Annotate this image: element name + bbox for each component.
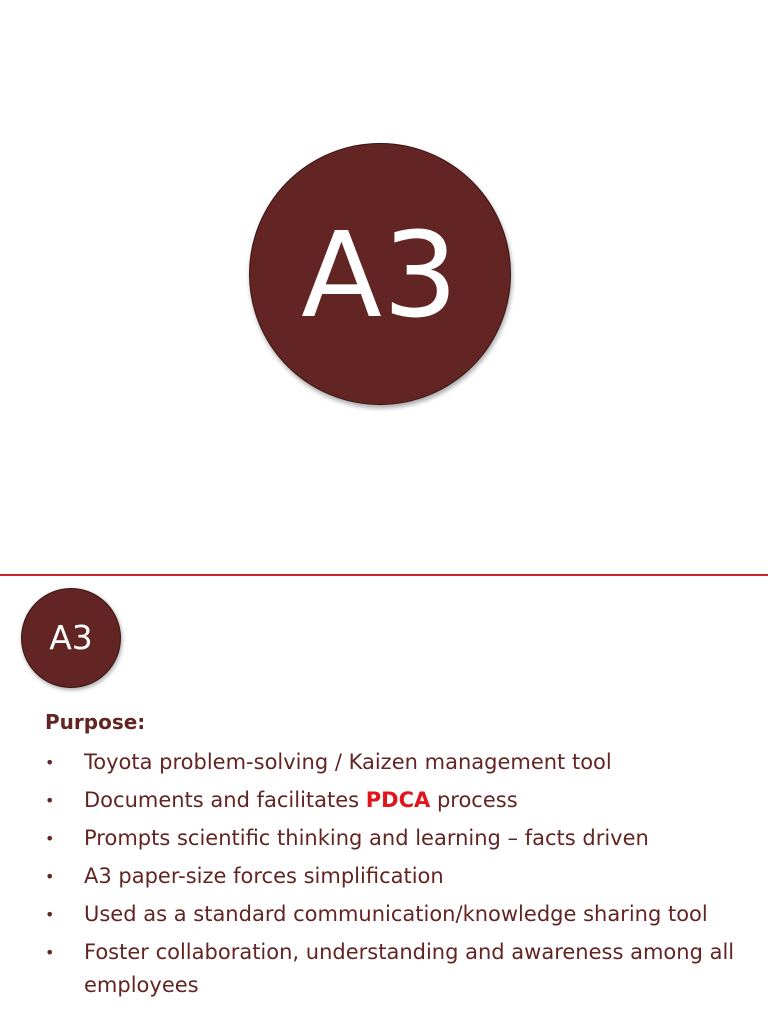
bullet-dot: • [45, 905, 55, 924]
bullet-text: Used as a standard communication/knowledge sharing tool [84, 902, 708, 926]
a3-title-label: A3 [301, 206, 459, 344]
bullet-text-before: Documents and facilitates [84, 788, 366, 812]
purpose-heading: Purpose: [45, 710, 146, 734]
a3-badge-circle [21, 588, 121, 688]
bullet-dot: • [45, 867, 55, 886]
bullet-dot: • [45, 829, 55, 848]
bullet-item [45, 822, 745, 855]
a3-badge-label: A3 [49, 617, 93, 657]
pdca-highlight: PDCA [365, 788, 431, 812]
bullet-item [45, 784, 745, 817]
purpose-bullet-list [45, 746, 745, 1007]
bullet-item [45, 936, 745, 1002]
bullet-item [45, 746, 745, 779]
bullet-text-after: process [430, 788, 518, 812]
bullet-text: Toyota problem-solving / Kaizen management tool [84, 750, 612, 774]
bullet-text: A3 paper-size forces simplification [84, 864, 444, 888]
bullet-dot: • [45, 753, 55, 772]
bullet-text: Prompts scientific thinking and learning – facts driven [84, 826, 649, 850]
bullet-text: Foster collaboration, understanding and awareness among all employees [84, 940, 735, 997]
bullet-dot: • [45, 943, 55, 962]
slide-divider [0, 574, 768, 576]
bullet-item [45, 898, 745, 931]
bullet-item [45, 860, 745, 893]
bullet-dot: • [45, 791, 55, 810]
a3-title-circle [249, 143, 511, 405]
